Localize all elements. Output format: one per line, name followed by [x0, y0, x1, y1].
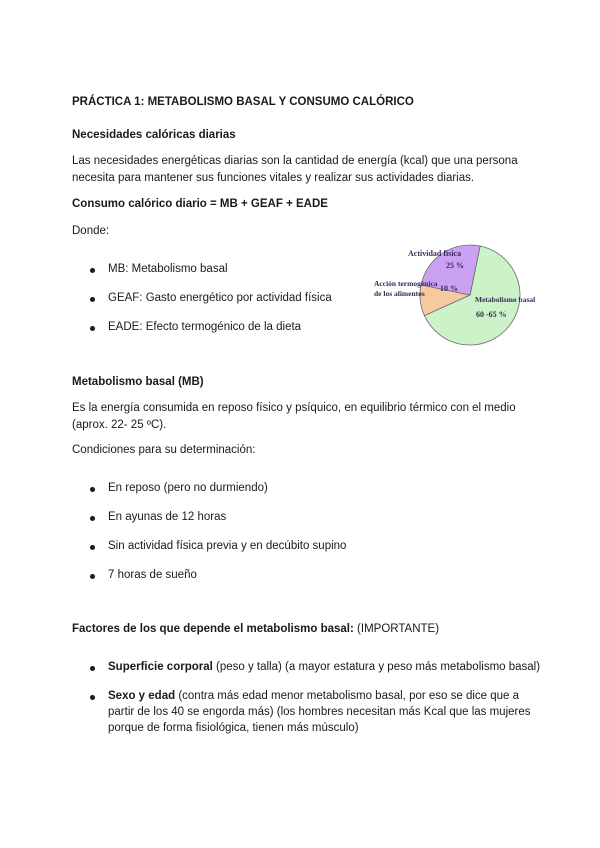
bullet-dot: [90, 545, 95, 550]
factors-heading: [72, 623, 439, 635]
condition-item: En reposo (pero no durmiendo): [108, 482, 268, 494]
factor-item-sexo-bold: Sexo y edad: [108, 690, 176, 702]
page-title: PRÁCTICA 1: METABOLISMO BASAL Y CONSUMO CALÓRICO: [72, 96, 414, 108]
label-actividad-fisica: Actividad física: [408, 249, 462, 258]
label-accion-termogenica-line1: Acción termogénica: [374, 279, 438, 288]
label-accion-termogenica-line2: de los alimentos: [374, 289, 425, 298]
bullet-dot: [90, 268, 95, 273]
factor-item-superficie: [108, 661, 540, 673]
factor-item-sexo-line1: [108, 690, 519, 702]
section-heading-mb: Metabolismo basal (MB): [72, 376, 204, 388]
factor-item-sexo-text1: (contra más edad menor metabolismo basal, por eso se dice que a: [175, 690, 520, 702]
factor-item-superficie-bold: Superficie corporal: [108, 661, 213, 673]
bullet-dot: [90, 574, 95, 579]
mb-paragraph-line1: Es la energía consumida en reposo físico y psíquico, en equilibrio térmico con el medio: [72, 402, 516, 414]
factor-item-sexo-line3: porque de forma fisiológica, tienen más músculo): [108, 722, 359, 734]
value-metabolismo-basal: 60 -65 %: [476, 310, 507, 319]
condition-item: Sin actividad física previa y en decúbito supino: [108, 540, 347, 552]
bullet-dot: [90, 326, 95, 331]
bullet-dot: [90, 695, 95, 700]
label-metabolismo-basal: Metabolismo basal: [475, 295, 536, 304]
condition-item: En ayunas de 12 horas: [108, 511, 227, 523]
formula-item-eade: EADE: Efecto termogénico de la dieta: [108, 321, 302, 333]
condition-item: 7 horas de sueño: [108, 569, 197, 581]
factors-heading-bold: Factores de los que depende el metabolismo basal:: [72, 623, 354, 635]
mb-paragraph-line2: (aprox. 22- 25 ºC).: [72, 419, 167, 431]
bullet-dot: [90, 666, 95, 671]
conditions-label: Condiciones para su determinación:: [72, 444, 256, 456]
formula-item-mb: MB: Metabolismo basal: [108, 263, 228, 275]
factor-item-sexo-line2: partir de los 40 se engorda más) (los hombres necesitan más Kcal que las mujeres: [108, 706, 531, 718]
needs-paragraph-line1: Las necesidades energéticas diarias son la cantidad de energía (kcal) que una persona: [72, 155, 518, 167]
value-accion-termogenica: 10 %: [440, 284, 458, 293]
bullet-dot: [90, 487, 95, 492]
bullet-dot: [90, 516, 95, 521]
factors-heading-important: (IMPORTANTE): [353, 623, 440, 635]
value-actividad-fisica: 25 %: [446, 261, 464, 270]
section-heading-needs: Necesidades calóricas diarias: [72, 129, 236, 141]
formula-item-geaf: GEAF: Gasto energético por actividad física: [108, 292, 332, 304]
needs-paragraph-line2: necesita para mantener sus funciones vitales y realizar sus actividades diarias.: [72, 172, 475, 184]
donde-label: Donde:: [72, 225, 110, 237]
formula-heading: Consumo calórico diario = MB + GEAF + EADE: [72, 198, 328, 210]
bullet-dot: [90, 297, 95, 302]
factor-item-superficie-text: (peso y talla) (a mayor estatura y peso más metabolismo basal): [212, 661, 541, 673]
energy-pie-chart: [360, 230, 540, 360]
